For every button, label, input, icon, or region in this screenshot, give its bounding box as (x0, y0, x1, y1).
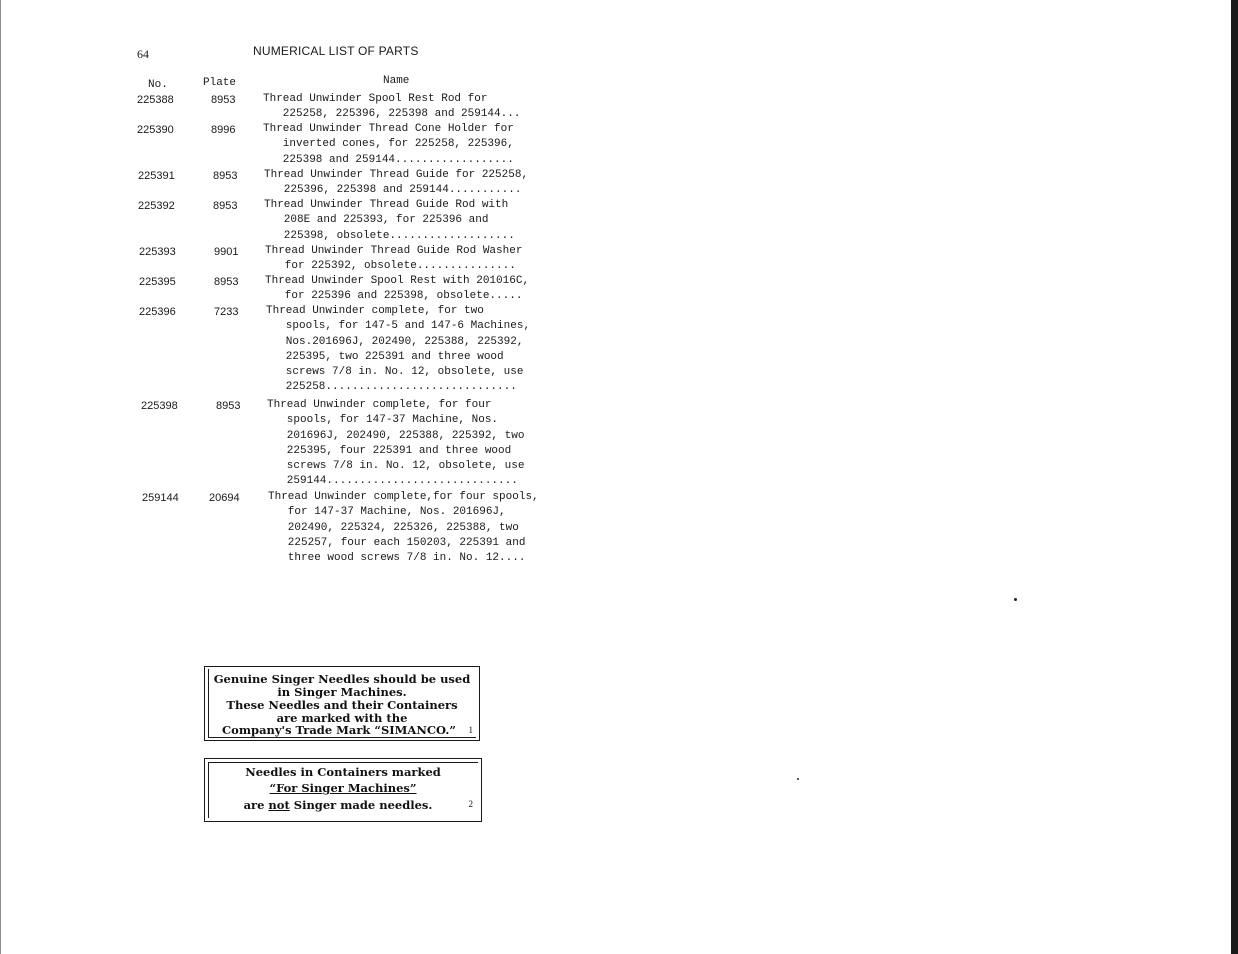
notice-text: are (243, 798, 269, 812)
scan-border-right (1231, 0, 1238, 954)
scan-speck (1014, 598, 1017, 601)
part-name-line: Thread Unwinder Spool Rest Rod for (263, 93, 488, 105)
notice-line: Genuine Singer Needles should be used (213, 672, 471, 686)
part-name-line: 225258............................. (266, 381, 517, 394)
notice-mark: 2 (468, 799, 473, 809)
part-name-line: Thread Unwinder Thread Guide for 225258, (264, 169, 529, 181)
plate-number: 8953 (213, 200, 238, 212)
part-name-line: 225396, 225398 and 259144........... (264, 184, 522, 197)
part-name-line: 259144............................. (267, 475, 518, 488)
part-number: 225392 (138, 200, 175, 212)
plate-number: 7233 (214, 306, 239, 318)
part-name-line: Thread Unwinder Spool Rest with 201016C, (265, 275, 530, 287)
needles-containers-notice (204, 758, 482, 822)
part-name-line: 201696J, 202490, 225388, 225392, two (267, 429, 525, 442)
notice-line: Company's Trade Mark “SIMANCO.” (222, 723, 456, 737)
part-name-line: screws 7/8 in. No. 12, obsolete, use (267, 460, 525, 473)
part-name-line: spools, for 147-37 Machine, Nos. (267, 414, 499, 427)
part-number: 225388 (137, 94, 174, 106)
part-name-line: three wood screws 7/8 in. No. 12.... (268, 552, 526, 565)
notice-line: are marked with the (276, 711, 408, 725)
part-name-line: spools, for 147-5 and 147-6 Machines, (266, 320, 531, 333)
plate-number: 8996 (211, 124, 236, 136)
part-name (263, 122, 514, 168)
part-name-line: 202490, 225324, 225326, 225388, two (268, 521, 519, 534)
part-name-line: for 225396 and 225398, obsolete..... (265, 290, 523, 303)
part-name-line: Thread Unwinder Thread Cone Holder for (263, 123, 514, 135)
part-number: 259144 (142, 492, 179, 504)
part-name-line: Nos.201696J, 202490, 225388, 225392, (266, 335, 524, 348)
part-name (268, 490, 539, 566)
part-name-line: Thread Unwinder complete, for two (266, 305, 484, 317)
page-left-edge (0, 0, 1, 954)
part-name (264, 198, 515, 244)
notice-line: These Needles and their Containers (226, 698, 458, 712)
part-name-line: inverted cones, for 225258, 225396, (263, 138, 514, 151)
part-name-line: 225398, obsolete................... (264, 229, 515, 242)
part-name-line: 225398 and 259144.................. (263, 153, 514, 166)
part-number: 225398 (141, 400, 178, 412)
part-name-line: Thread Unwinder Thread Guide Rod Washer (265, 245, 523, 257)
genuine-needles-notice (204, 666, 480, 741)
column-header-plate: Plate (203, 77, 237, 89)
part-name-line: 225395, four 225391 and three wood (267, 444, 512, 457)
part-name-line: Thread Unwinder complete, for four (267, 399, 492, 411)
notice-line (195, 798, 481, 812)
part-name-line: 225258, 225396, 225398 and 259144... (263, 108, 521, 121)
part-name-line: screws 7/8 in. No. 12, obsolete, use (266, 366, 524, 379)
column-header-name: Name (383, 75, 410, 87)
part-name (265, 244, 522, 275)
part-name-line: for 147-37 Machine, Nos. 201696J, (268, 506, 506, 519)
part-number: 225391 (138, 170, 175, 182)
plate-number: 8953 (214, 276, 239, 288)
column-header-no: No. (148, 79, 168, 91)
plate-number: 8953 (213, 170, 238, 182)
plate-number: 20694 (209, 492, 240, 504)
notice-underlined-text: “For Singer Machines” (269, 781, 417, 795)
part-name-line: for 225392, obsolete............... (265, 260, 516, 273)
part-name (267, 398, 524, 490)
page-number: 64 (137, 47, 149, 61)
part-number: 225396 (139, 306, 176, 318)
notice-text: Singer made needles. (289, 798, 433, 812)
part-name-line: 208E and 225393, for 225396 and (264, 214, 489, 227)
part-name-line: Thread Unwinder Thread Guide Rod with (264, 199, 509, 211)
notice-mark: 1 (468, 725, 473, 735)
part-number: 225395 (139, 276, 176, 288)
part-name (263, 92, 520, 123)
part-name-line: 225257, four each 150203, 225391 and (268, 536, 526, 549)
part-name (264, 168, 528, 199)
plate-number: 8953 (211, 94, 236, 106)
scan-speck (797, 778, 799, 780)
part-name-line: Thread Unwinder complete,for four spools, (268, 491, 539, 503)
part-name-line: 225395, two 225391 and three wood (266, 350, 504, 363)
page-title: NUMERICAL LIST OF PARTS (253, 44, 419, 58)
notice-line: in Singer Machines. (277, 685, 407, 699)
part-name (266, 304, 530, 396)
part-number: 225390 (137, 124, 174, 136)
part-number: 225393 (139, 246, 176, 258)
notice-line (205, 781, 481, 795)
plate-number: 9901 (214, 246, 239, 258)
notice-not-emphasis: not (268, 798, 290, 812)
notice-line: Needles in Containers marked (245, 765, 441, 779)
part-name (265, 274, 529, 305)
plate-number: 8953 (216, 400, 241, 412)
